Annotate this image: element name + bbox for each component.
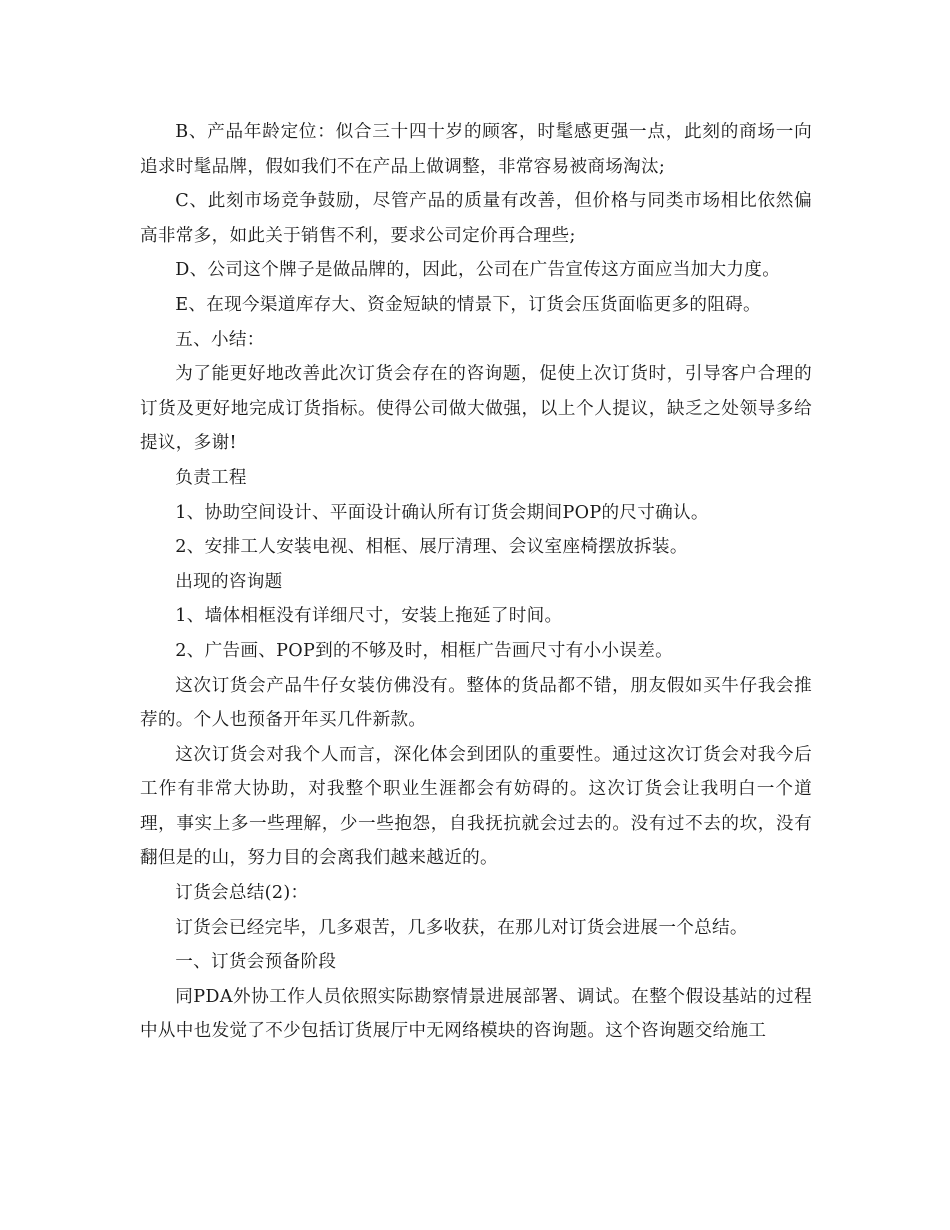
list-item-responsibility-1: 1、协助空间设计、平面设计确认所有订货会期间POP的尺寸确认。	[175, 502, 709, 523]
paragraph-product-opinion: 这次订货会产品牛仔女装仿佛没有。整体的货品都不错，朋友假如买牛仔我会推荐的。个人也预备开年买几件新款。	[140, 675, 812, 731]
paragraph-brand-advertising: D、公司这个牌子是做品牌的，因此，公司在广告宣传这方面应当加大力度。	[175, 260, 781, 281]
list-item-problem-1: 1、墙体相框没有详细尺寸，安装上拖延了时间。	[175, 606, 563, 627]
document-body	[140, 115, 812, 1049]
paragraph-preparation: 同PDA外协工作人员依照实际勘察情景进展部署、调试。在整个假设基站的过程中从中也发觉了不少包括订货展厅中无网络模块的咨询题。这个咨询题交给施工	[140, 986, 812, 1042]
paragraph-summary-2-intro: 订货会已经完毕，几多艰苦，几多收获，在那儿对订货会进展一个总结。	[175, 917, 748, 938]
section-heading-summary-2: 订货会总结(2)：	[175, 883, 309, 904]
paragraph-team-reflection: 这次订货会对我个人而言，深化体会到团队的重要性。通过这次订货会对我今后工作有非常大协助，对我整个职业生涯都会有妨碍的。这次订货会让我明白一个道理，事实上多一些理解，少一些抱怨，自我抚抗就会过去的。没有过不去的坎，没有翻但是的山，努力目的会离我们越来越近的。	[140, 744, 812, 869]
paragraph-age-positioning: B、产品年龄定位：似合三十四十岁的顾客，时髦感更强一点，此刻的商场一向追求时髦品牌，假如我们不在产品上做调整，非常容易被商场淘汰;	[140, 122, 812, 177]
section-heading-responsibilities: 负责工程	[175, 467, 247, 488]
list-item-problem-2: 2、广告画、POP到的不够及时，相框广告画尺寸有小小误差。	[175, 640, 674, 661]
list-item-responsibility-2: 2、安排工人安装电视、相框、展厅清理、会议室座椅摆放拆装。	[175, 537, 688, 558]
paragraph-summary: 为了能更好地改善此次订货会存在的咨询题，促使上次订货时，引导客户合理的订货及更好地完成订货指标。使得公司做大做强，以上个人提议，缺乏之处领导多给提议，多谢!	[140, 364, 812, 454]
paragraph-market-competition: C、此刻市场竞争鼓励，尽管产品的质量有改善，但价格与同类市场相比依然偏高非常多，如此关于销售不利，要求公司定价再合理些;	[140, 191, 812, 246]
section-heading-summary: 五、小结：	[175, 329, 265, 350]
section-heading-preparation: 一、订货会预备阶段	[175, 952, 337, 973]
section-heading-problems: 出现的咨询题	[175, 571, 283, 592]
paragraph-channel-inventory: E、在现今渠道库存大、资金短缺的情景下，订货会压货面临更多的阻碍。	[175, 294, 761, 315]
